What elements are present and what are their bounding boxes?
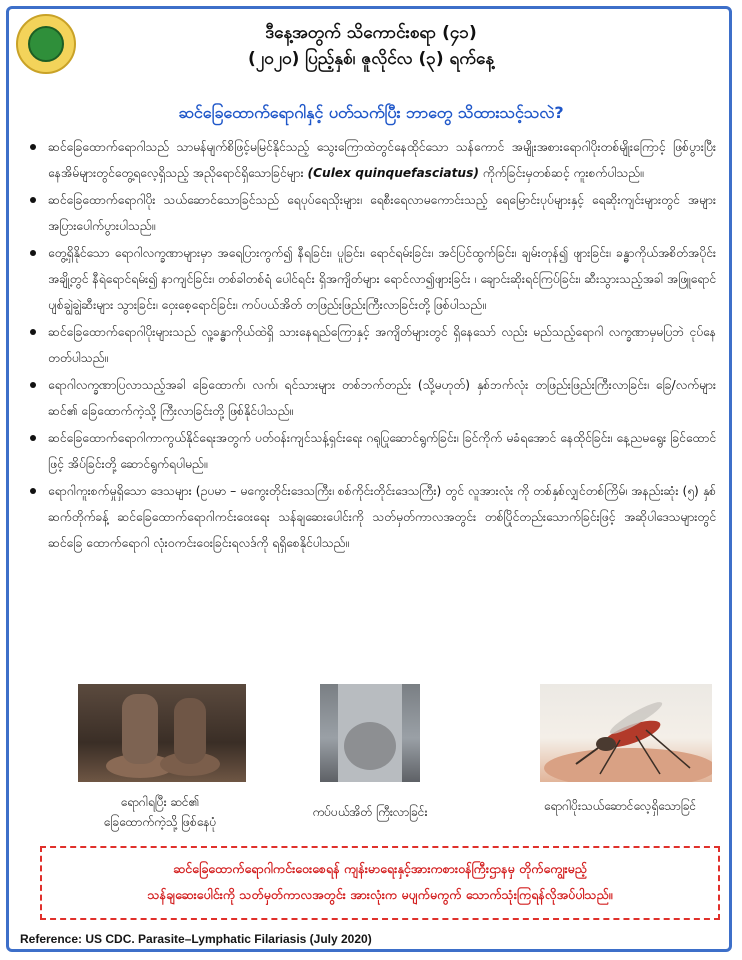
- bullet-item: တွေ့ရှိနိုင်သော ရောဂါလက္ခဏာများမှာ အရေပြားကွက်၍ နီရခြင်း၊ ပူခြင်း၊ ရောင်ရမ်းခြင်း၊ အင်ပြင်ထွက်ခြင်း၊ ချမ်းတုန်၍ ဖျားခြင်း၊ ခန္ဓာကိုယ်အစိတ်အပိုင်းအချို့တွင် နီရဲရောင်ရမ်း၍ နာကျင်ခြင်း၊ တစ်ခါတစ်ရံ ပေါင်ရင်း ရှိအကျိတ်များ ရောင်လာ၍ဖျားခြင်း ၊ ချောင်းဆိုးရင်ကြပ်ခြင်း၊ ဆီးသွားသည့်အခါ အဖြူရောင်ပျစ်ချွဲချွဲဆီးများ သွားခြင်း၊ ဝှေးစေ့ရောင်ခြင်း၊ ကပ်ပယ်အိတ် တဖြည်းဖြည်းကြီးလာခြင်းတို့ ဖြစ်ပါသည်။: [26, 240, 716, 318]
- header-title: ဒီနေ့အတွက် သိကောင်းစရာ (၄၁): [265, 23, 477, 43]
- scrotal-swelling-photo: [320, 684, 420, 782]
- page-header: [0, 20, 742, 72]
- bullet-item: ရောဂါလက္ခဏာပြလာသည့်အခါ ခြေထောက်၊ လက်၊ ရင်သားများ တစ်ဘက်တည်း (သို့မဟုတ်) နှစ်ဘက်လုံး တဖြည်းဖြည်းကြီးလာခြင်း၊ ခြေ/လက်များ ဆင်၏ ခြေထောက်ကဲ့သို့ ကြီးလာခြင်းတို့ ဖြစ်နိုင်ပါသည်။: [26, 372, 716, 424]
- photo-row: [0, 684, 742, 829]
- swollen-feet-photo: [78, 684, 246, 782]
- notice-box: [40, 846, 720, 920]
- caption-line: ခြေထောက်ကဲ့သို့ ဖြစ်နေပုံ: [103, 815, 217, 829]
- bullet-item: ဆင်ခြေထောက်ရောဂါပိုးများသည် လူ့ခန္ဓာကိုယ်ထဲရှိ သားနေရည်ကြောနှင့် အကျိတ်များတွင် ရှိနေသော် လည်း မည်သည့်ရောဂါ လက္ခဏာမှမပြဘဲ ငုပ်နေတတ်ပါသည်။: [26, 319, 716, 371]
- bullet-item: ရောဂါကူးစက်မှုရှိသော ဒေသများ (ဥပမာ – မကွေးတိုင်းဒေသကြီး၊ စစ်ကိုင်းတိုင်းဒေသကြီး) တွင် လူအားလုံး ကို တစ်နှစ်လျှင်တစ်ကြိမ်၊ အနည်းဆုံး (၅) နှစ်ဆက်တိုက်ခန့် ဆင်ခြေထောက်ရောဂါကင်းဝေးရေး သန်ချဆေးပေါင်းကို သတ်မှတ်ကာလအတွင်း တစ်ပြိုင်တည်းသောက်ခြင်းဖြင့် အဆိုပါဒေသများတွင် ဆင်ခြေ ထောက်ရောဂါ လုံးဝကင်းဝေးခြင်းရလဒ်ကို ရရှိစေနိုင်ပါသည်။: [26, 478, 716, 556]
- header-date: (၂၀၂၀) ပြည့်နှစ်၊ ဇူလိုင်လ (၃) ရက်နေ့: [247, 49, 494, 69]
- bullet-item: ဆင်ခြေထောက်ရောဂါပိုး သယ်ဆောင်သောခြင်သည် ရေပုပ်ရေသိုးများ၊ ရေစီးရေလာမကောင်းသည့် ရေမြောင်းပုပ်များနှင့် ရေဆိုးကျင်းများတွင် အများအပြားပေါက်ပွားပါသည်။: [26, 187, 716, 239]
- mosquito-photo: [540, 684, 712, 782]
- bullet-text: ဆင်ခြေထောက်ရောဂါသည် သာမန်မျက်စိဖြင့်မမြင်နိုင်သည့် သွေးကြောထဲတွင်နေထိုင်သော သန်ကောင် အမျိုးအစားရောဂါပိုးတစ်မျိုးကြောင့် ဖြစ်ပွားပြီး နေအိမ်များတွင်တွေ့ရလေ့ရှိသည့် အညိုရောင်ရှိသောခြင်များ: [48, 140, 716, 180]
- caption-line: ရောဂါရပြီး ဆင်၏: [120, 795, 200, 809]
- page-subtitle: ဆင်ခြေထောက်ရောဂါနှင့် ပတ်သက်ပြီး ဘာတွေ သိထားသင့်သလဲ?: [178, 103, 564, 122]
- bullet-text: ကိုက်ခြင်းမှတစ်ဆင့် ကူးစက်ပါသည်။: [478, 166, 644, 180]
- caption-scrotal-swelling: ကပ်ပယ်အိတ် ကြီးလာခြင်း: [312, 805, 428, 819]
- caption-mosquito: ရောဂါပိုးသယ်ဆောင်လေ့ရှိသောခြင်: [543, 799, 697, 813]
- info-bullet-list: [26, 134, 716, 557]
- notice-line: ဆင်ခြေထောက်ရောဂါကင်းဝေးစေရန် ကျန်းမာရေးနှင့်အားကစားဝန်ကြီးဌာနမှ တိုက်ကျွေးမည့်: [173, 861, 587, 876]
- notice-line: သန်ချဆေးပေါင်းကို သတ်မှတ်ကာလအတွင်း အားလုံးက မပျက်မကွက် သောက်သုံးကြရန်လိုအပ်ပါသည်။: [147, 887, 613, 902]
- species-name: (Culex quinquefasciatus): [307, 166, 479, 180]
- bullet-item: [26, 134, 716, 186]
- reference-text: Reference: US CDC. Parasite–Lymphatic Filariasis (July 2020): [20, 932, 372, 946]
- bullet-item: ဆင်ခြေထောက်ရောဂါကာကွယ်နိုင်ရေးအတွက် ပတ်ဝန်းကျင်သန့်ရှင်းရေး ဂရုပြုဆောင်ရွက်ခြင်း၊ ခြင်ကိုက် မခံရအောင် နေထိုင်ခြင်း၊ နေ့ညမရွေး ခြင်ထောင်ဖြင့် အိပ်ခြင်းတို့ ဆောင်ရွက်ရပါမည်။: [26, 425, 716, 477]
- caption-swollen-feet: [60, 792, 260, 832]
